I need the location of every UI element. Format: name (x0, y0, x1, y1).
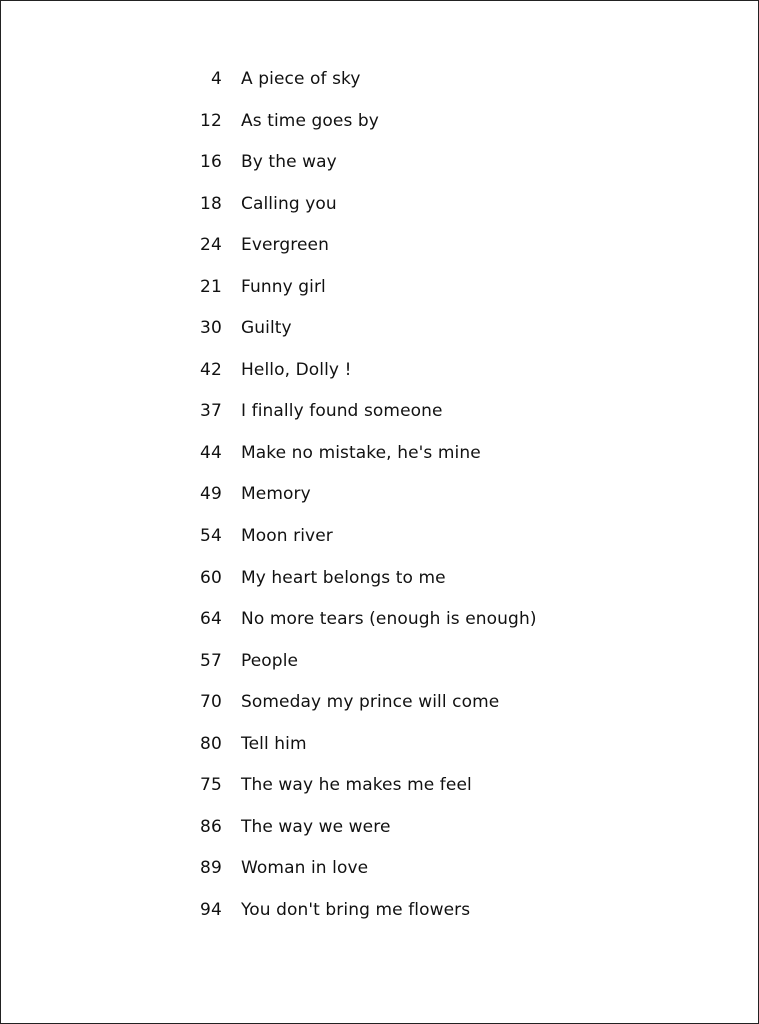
toc-entry (1, 682, 759, 724)
toc-page-number: 4 (210, 69, 222, 89)
toc-page-number: 75 (199, 775, 222, 796)
toc-entry (1, 225, 759, 267)
toc-page-number: 54 (199, 526, 222, 547)
toc-page-number: 60 (199, 567, 222, 588)
toc-song-title: Woman in love (241, 858, 369, 879)
toc-entry (1, 558, 759, 600)
toc-song-title: I finally found someone (241, 401, 443, 422)
toc-entry (1, 807, 759, 849)
toc-song-title: The way he makes me feel (241, 775, 472, 796)
toc-entry (1, 59, 759, 101)
toc-song-title: Memory (241, 484, 311, 505)
toc-song-title: By the way (241, 152, 337, 173)
toc-page-number: 44 (199, 442, 222, 463)
toc-entry (1, 848, 759, 890)
toc-entry (1, 350, 759, 392)
toc-song-title: Someday my prince will come (241, 692, 500, 713)
toc-song-title: No more tears (enough is enough) (241, 609, 537, 630)
toc-page-number: 21 (199, 276, 222, 297)
toc-page-number: 57 (199, 650, 222, 671)
toc-song-title: You don't bring me flowers (241, 899, 471, 920)
toc-song-title: Calling you (241, 193, 337, 214)
toc-page-number: 18 (199, 193, 222, 214)
toc-song-title: The way we were (241, 816, 391, 837)
toc-entry (1, 267, 759, 309)
toc-entry (1, 641, 759, 683)
toc-song-title: Guilty (241, 318, 292, 339)
toc-page-number: 70 (199, 692, 222, 713)
toc-song-title: Moon river (241, 526, 333, 547)
toc-entry (1, 890, 759, 932)
toc-page-number: 89 (199, 858, 222, 879)
toc-song-title: Hello, Dolly ! (241, 359, 352, 380)
toc-page-number: 30 (199, 318, 222, 339)
toc-song-title: Funny girl (241, 276, 326, 297)
toc-entry (1, 184, 759, 226)
toc-entry (1, 142, 759, 184)
toc-entry (1, 391, 759, 433)
toc-song-title: A piece of sky (241, 69, 361, 89)
toc-page-number: 12 (199, 110, 222, 131)
toc-page-number: 94 (199, 899, 222, 920)
toc-entry (1, 474, 759, 516)
toc-entry (1, 516, 759, 558)
toc-song-title: As time goes by (241, 110, 379, 131)
toc-song-title: People (241, 650, 299, 671)
toc-page-number: 24 (199, 235, 222, 256)
toc-song-title: Tell him (241, 733, 307, 754)
toc-page-number: 86 (199, 816, 222, 837)
toc-song-title: Evergreen (241, 235, 329, 256)
toc-page-number: 42 (199, 359, 222, 380)
toc-entry (1, 101, 759, 143)
toc-song-title: My heart belongs to me (241, 567, 446, 588)
toc-entry (1, 308, 759, 350)
toc-page-number: 16 (199, 152, 222, 173)
toc-page-number: 49 (199, 484, 222, 505)
toc-entry (1, 433, 759, 475)
toc-page-number: 37 (199, 401, 222, 422)
toc-page-number: 80 (199, 733, 222, 754)
toc-page-number: 64 (199, 609, 222, 630)
toc-entry (1, 599, 759, 641)
toc-entry (1, 765, 759, 807)
table-of-contents (1, 59, 759, 931)
toc-song-title: Make no mistake, he's mine (241, 442, 481, 463)
toc-entry (1, 724, 759, 766)
